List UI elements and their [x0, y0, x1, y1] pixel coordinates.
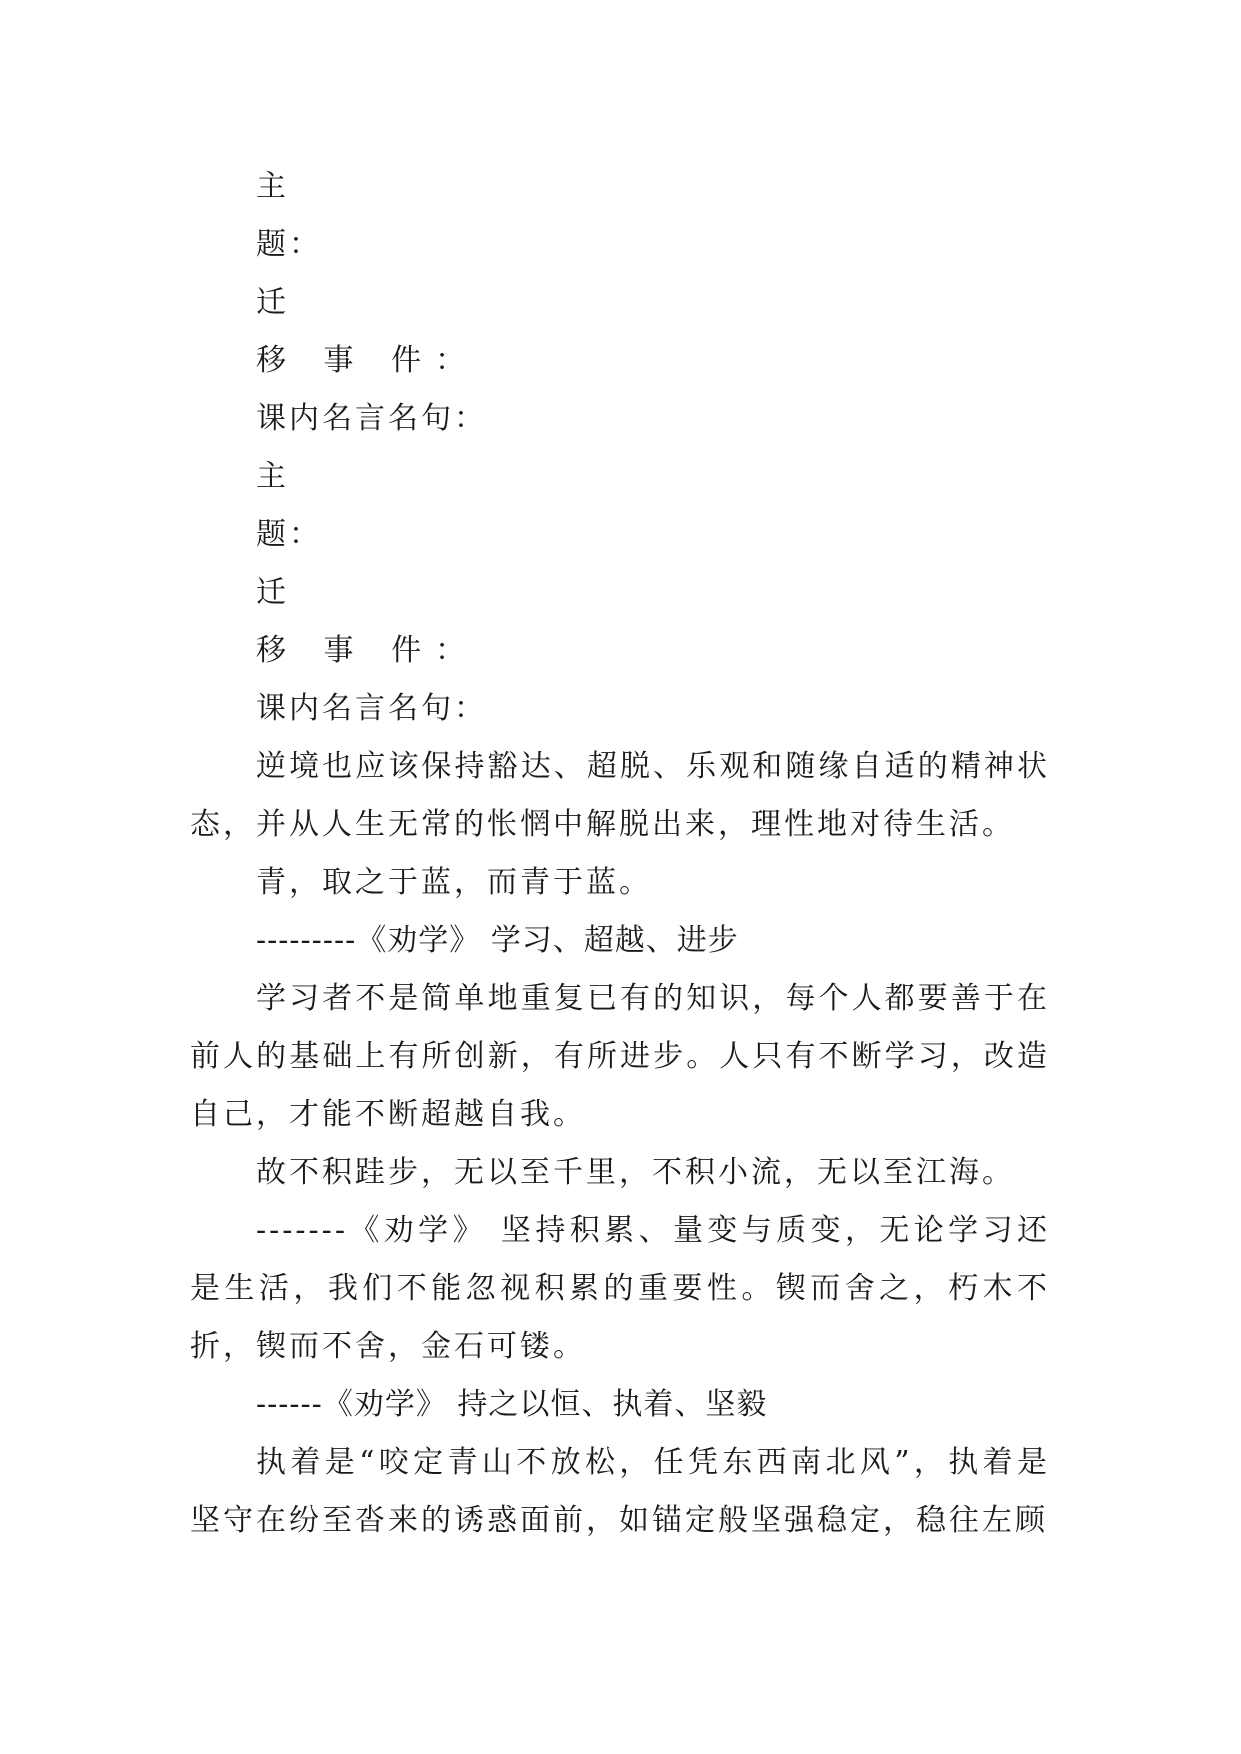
- paragraph: 执着是“咬定青山不放松，任凭东西南北风”，执着是坚守在纷至沓来的诱惑面前，如锚定般坚强稳定，稳往左顾: [190, 1445, 1050, 1538]
- source-line: ------《劝学》 持之以恒、执着、坚毅: [256, 1387, 768, 1422]
- quotes-label: 课内名言名句：: [256, 691, 487, 726]
- transfer-label-char-1: 迁: [256, 285, 289, 320]
- document-page: [190, 158, 1050, 1550]
- paragraph: -------《劝学》 坚持积累、量变与质变，无论学习还是生活，我们不能忽视积累的重要性。锲而舍之，朽木不折，锲而不舍，金石可镂。: [190, 1213, 1050, 1364]
- transfer-event-label: 移 事 件：: [256, 343, 480, 378]
- transfer-event-label: 移 事 件：: [256, 633, 480, 668]
- quote-line: 故不积跬步，无以至千里，不积小流，无以至江海。: [256, 1155, 1015, 1190]
- quote-line: 青，取之于蓝，而青于蓝。: [256, 865, 652, 900]
- quotes-label: 课内名言名句：: [256, 401, 487, 436]
- transfer-label-char-1: 迁: [256, 575, 289, 610]
- theme-label-char-1: 主: [256, 169, 289, 204]
- theme-label-char-1: 主: [256, 459, 289, 494]
- paragraph: 逆境也应该保持豁达、超脱、乐观和随缘自适的精神状态，并从人生无常的怅惘中解脱出来，理性地对待生活。: [190, 749, 1050, 842]
- theme-label-char-2: 题：: [256, 517, 322, 552]
- source-line: ---------《劝学》 学习、超越、进步: [256, 923, 739, 958]
- theme-label-char-2: 题：: [256, 227, 322, 262]
- paragraph: 学习者不是简单地重复已有的知识，每个人都要善于在前人的基础上有所创新，有所进步。人只有不断学习，改造自己，才能不断超越自我。: [190, 981, 1050, 1132]
